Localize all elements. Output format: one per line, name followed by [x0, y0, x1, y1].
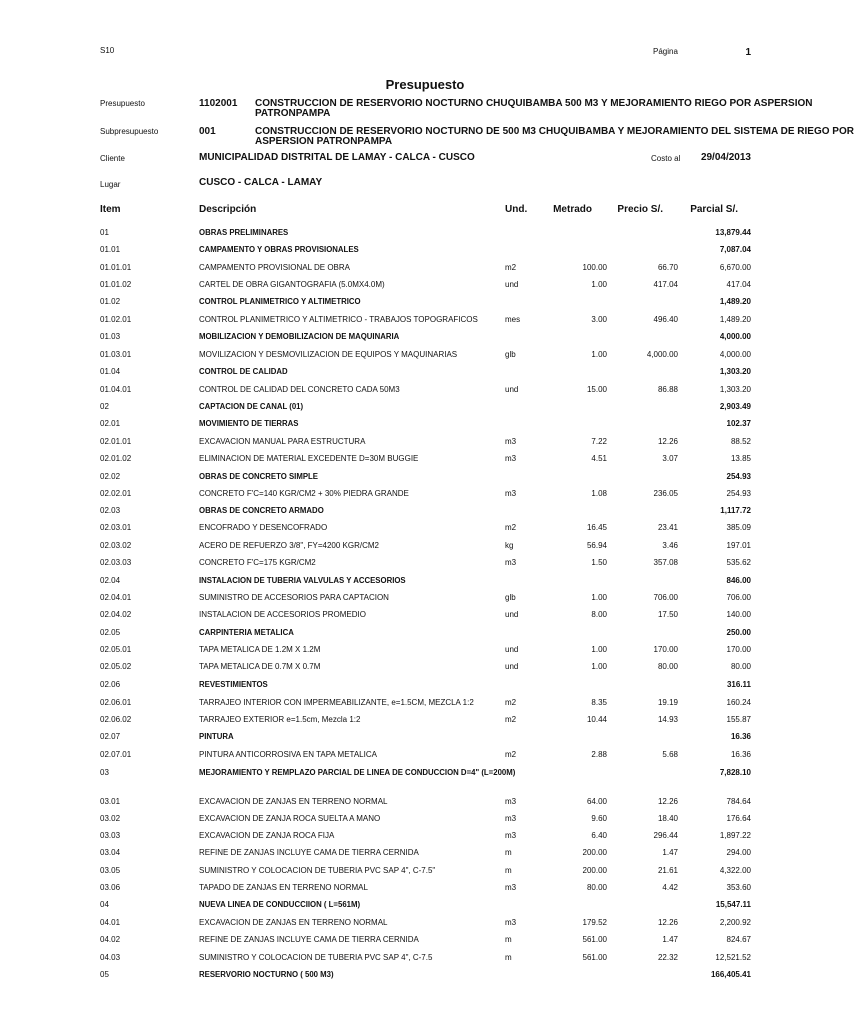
- table-row: [0, 489, 768, 501]
- item-description: EXCAVACION DE ZANJA ROCA FIJA: [199, 831, 335, 840]
- item-code: 01.03.01: [100, 350, 132, 359]
- table-row: [0, 866, 768, 878]
- item-metrado: 1.00: [591, 593, 607, 602]
- item-parcial: 4,000.00: [719, 350, 751, 359]
- item-code: 01.02: [100, 297, 121, 306]
- table-row: [0, 402, 768, 414]
- lugar-label: Lugar: [100, 180, 121, 189]
- item-unit: m: [505, 866, 512, 875]
- column-header-descripcion: Descripción: [199, 204, 257, 215]
- table-row: [0, 315, 768, 327]
- subpresupuesto-description-line1: CONSTRUCCION DE RESERVORIO NOCTURNO DE 500 M3 CHUQUIBAMBA Y MEJORAMIENTO DEL SISTEMA DE RIEGO POR: [255, 126, 854, 137]
- item-description: PINTURA ANTICORROSIVA EN TAPA METALICA: [199, 750, 377, 759]
- item-unit: m3: [505, 489, 517, 498]
- item-description: MOBILIZACION Y DEMOBILIZACION DE MAQUINARIA: [199, 332, 400, 341]
- item-metrado: 1.00: [591, 280, 607, 289]
- item-parcial: 254.93: [726, 489, 751, 498]
- item-metrado: 64.00: [586, 797, 607, 806]
- item-code: 02.07.01: [100, 750, 132, 759]
- item-unit: m2: [505, 698, 517, 707]
- table-row: [0, 437, 768, 449]
- item-unit: m3: [505, 558, 517, 567]
- item-metrado: 8.00: [591, 610, 607, 619]
- item-description: EXCAVACION DE ZANJAS EN TERRENO NORMAL: [199, 918, 388, 927]
- item-description: CAMPAMENTO PROVISIONAL DE OBRA: [199, 263, 350, 272]
- item-code: 02.03.03: [100, 558, 132, 567]
- item-code: 02.03.02: [100, 541, 132, 550]
- item-metrado: 15.00: [586, 385, 607, 394]
- item-precio: 3.07: [662, 454, 678, 463]
- item-code: 02.01: [100, 419, 121, 428]
- item-precio: 236.05: [653, 489, 678, 498]
- item-description: CARPINTERIA METALICA: [199, 628, 294, 637]
- item-code: 02.06.02: [100, 715, 132, 724]
- table-row: [0, 628, 768, 640]
- item-description: INSTALACION DE ACCESORIOS PROMEDIO: [199, 610, 366, 619]
- column-header-und: Und.: [505, 204, 528, 215]
- item-metrado: 1.00: [591, 645, 607, 654]
- presupuesto-label: Presupuesto: [100, 99, 145, 108]
- item-unit: m3: [505, 831, 517, 840]
- item-metrado: 9.60: [591, 814, 607, 823]
- table-row: [0, 918, 768, 930]
- item-precio: 357.08: [653, 558, 678, 567]
- item-code: 01.03: [100, 332, 121, 341]
- item-code: 05: [100, 970, 109, 979]
- item-description: SUMINISTRO Y COLOCACION DE TUBERIA PVC SAP 4", C-7.5": [199, 866, 436, 875]
- item-description: CONTROL DE CALIDAD: [199, 367, 288, 376]
- item-description: REFINE DE ZANJAS INCLUYE CAMA DE TIERRA CERNIDA: [199, 935, 419, 944]
- item-unit: m: [505, 953, 512, 962]
- item-description: TARRAJEO INTERIOR CON IMPERMEABILIZANTE, e=1.5CM, MEZCLA 1:2: [199, 698, 474, 707]
- item-parcial: 4,000.00: [719, 332, 751, 341]
- item-metrado: 1.50: [591, 558, 607, 567]
- item-precio: 86.88: [657, 385, 678, 394]
- column-header-parcial: Parcial S/.: [690, 204, 738, 215]
- item-unit: und: [505, 662, 519, 671]
- table-row: [0, 245, 768, 257]
- cliente-value: MUNICIPALIDAD DISTRITAL DE LAMAY - CALCA - CUSCO: [199, 152, 475, 163]
- item-parcial: 80.00: [730, 662, 751, 671]
- item-description: EXCAVACION MANUAL PARA ESTRUCTURA: [199, 437, 366, 446]
- table-row: [0, 610, 768, 622]
- item-metrado: 80.00: [586, 883, 607, 892]
- item-precio: 1.47: [662, 935, 678, 944]
- item-code: 01.02.01: [100, 315, 132, 324]
- item-code: 01.01.01: [100, 263, 132, 272]
- table-row: [0, 698, 768, 710]
- item-precio: 706.00: [653, 593, 678, 602]
- item-code: 03.02: [100, 814, 121, 823]
- item-code: 03.03: [100, 831, 121, 840]
- item-parcial: 294.00: [726, 848, 751, 857]
- table-row: [0, 297, 768, 309]
- item-parcial: 385.09: [726, 523, 751, 532]
- table-row: [0, 367, 768, 379]
- table-row: [0, 454, 768, 466]
- table-row: [0, 680, 768, 692]
- table-row: [0, 900, 768, 912]
- item-code: 02: [100, 402, 109, 411]
- item-code: 04.03: [100, 953, 121, 962]
- item-parcial: 417.04: [726, 280, 751, 289]
- item-code: 02.03.01: [100, 523, 132, 532]
- presupuesto-description-line1: CONSTRUCCION DE RESERVORIO NOCTURNO CHUQUIBAMBA 500 M3 Y MEJORAMIENTO RIEGO POR ASPERSION: [255, 98, 813, 109]
- item-parcial: 1,303.20: [719, 367, 751, 376]
- item-code: 02.06: [100, 680, 121, 689]
- table-row: [0, 732, 768, 744]
- item-parcial: 102.37: [726, 419, 751, 428]
- item-code: 02.02.01: [100, 489, 132, 498]
- item-precio: 12.26: [657, 918, 678, 927]
- item-precio: 17.50: [657, 610, 678, 619]
- item-description: MEJORAMIENTO Y REMPLAZO PARCIAL DE LINEA DE CONDUCCION D=4" (L=200M): [199, 768, 516, 777]
- item-unit: m3: [505, 454, 517, 463]
- table-row: [0, 970, 768, 982]
- item-metrado: 16.45: [586, 523, 607, 532]
- table-row: [0, 263, 768, 275]
- item-description: EXCAVACION DE ZANJAS EN TERRENO NORMAL: [199, 797, 388, 806]
- item-parcial: 6,670.00: [719, 263, 751, 272]
- item-parcial: 88.52: [730, 437, 751, 446]
- item-code: 03.05: [100, 866, 121, 875]
- item-description: OBRAS DE CONCRETO ARMADO: [199, 506, 324, 515]
- item-parcial: 254.93: [726, 472, 751, 481]
- subpresupuesto-label: Subpresupuesto: [100, 127, 159, 136]
- item-parcial: 16.36: [730, 750, 751, 759]
- item-code: 03.01: [100, 797, 121, 806]
- item-metrado: 100.00: [582, 263, 607, 272]
- item-code: 02.05: [100, 628, 121, 637]
- item-description: SUMINISTRO DE ACCESORIOS PARA CAPTACION: [199, 593, 389, 602]
- item-precio: 19.19: [657, 698, 678, 707]
- item-code: 02.04: [100, 576, 121, 585]
- page-label: Página: [653, 47, 678, 56]
- item-description: MOVILIZACION Y DESMOVILIZACION DE EQUIPOS Y MAQUINARIAS: [199, 350, 458, 359]
- item-metrado: 2.88: [591, 750, 607, 759]
- item-metrado: 1.00: [591, 350, 607, 359]
- item-code: 02.04.02: [100, 610, 132, 619]
- item-precio: 417.04: [653, 280, 678, 289]
- item-parcial: 846.00: [726, 576, 751, 585]
- item-metrado: 4.51: [591, 454, 607, 463]
- item-code: 01: [100, 228, 109, 237]
- item-parcial: 170.00: [726, 645, 751, 654]
- item-precio: 12.26: [657, 437, 678, 446]
- item-description: REFINE DE ZANJAS INCLUYE CAMA DE TIERRA CERNIDA: [199, 848, 419, 857]
- item-description: INSTALACION DE TUBERIA VALVULAS Y ACCESORIOS: [199, 576, 406, 585]
- item-unit: mes: [505, 315, 521, 324]
- item-parcial: 140.00: [726, 610, 751, 619]
- item-unit: m3: [505, 883, 517, 892]
- item-code: 03.06: [100, 883, 121, 892]
- table-row: [0, 280, 768, 292]
- item-description: CONTROL DE CALIDAD DEL CONCRETO CADA 50M3: [199, 385, 400, 394]
- item-metrado: 8.35: [591, 698, 607, 707]
- item-metrado: 1.00: [591, 662, 607, 671]
- item-description: OBRAS DE CONCRETO SIMPLE: [199, 472, 318, 481]
- item-precio: 12.26: [657, 797, 678, 806]
- item-code: 02.01.01: [100, 437, 132, 446]
- table-row: [0, 750, 768, 762]
- item-parcial: 784.64: [726, 797, 751, 806]
- item-description: OBRAS PRELIMINARES: [199, 228, 289, 237]
- item-precio: 170.00: [653, 645, 678, 654]
- item-parcial: 1,897.22: [719, 831, 751, 840]
- table-row: [0, 953, 768, 965]
- item-unit: m: [505, 935, 512, 944]
- item-precio: 1.47: [662, 848, 678, 857]
- item-parcial: 824.67: [726, 935, 751, 944]
- item-description: CAPTACION DE CANAL (01): [199, 402, 304, 411]
- item-code: 02.06.01: [100, 698, 132, 707]
- item-description: CAMPAMENTO Y OBRAS PROVISIONALES: [199, 245, 359, 254]
- item-description: TAPADO DE ZANJAS EN TERRENO NORMAL: [199, 883, 368, 892]
- item-unit: m3: [505, 437, 517, 446]
- item-code: 01.01: [100, 245, 121, 254]
- item-metrado: 10.44: [586, 715, 607, 724]
- report-code: S10: [100, 46, 115, 55]
- item-description: ENCOFRADO Y DESENCOFRADO: [199, 523, 328, 532]
- item-precio: 66.70: [657, 263, 678, 272]
- table-row: [0, 645, 768, 657]
- item-precio: 296.44: [653, 831, 678, 840]
- item-parcial: 316.11: [726, 680, 751, 689]
- item-parcial: 13.85: [730, 454, 751, 463]
- item-parcial: 7,828.10: [719, 768, 751, 777]
- item-parcial: 2,200.92: [719, 918, 751, 927]
- table-row: [0, 558, 768, 570]
- table-row: [0, 848, 768, 860]
- item-description: CONCRETO F'C=175 KGR/CM2: [199, 558, 316, 567]
- item-unit: m: [505, 848, 512, 857]
- item-unit: glb: [505, 350, 516, 359]
- item-unit: m2: [505, 263, 517, 272]
- item-description: PINTURA: [199, 732, 234, 741]
- item-parcial: 353.60: [726, 883, 751, 892]
- table-row: [0, 662, 768, 674]
- item-parcial: 197.01: [726, 541, 751, 550]
- costo-label: Costo al: [651, 154, 681, 163]
- table-row: [0, 472, 768, 484]
- item-description: CONTROL PLANIMETRICO Y ALTIMETRICO: [199, 297, 361, 306]
- item-parcial: 1,489.20: [719, 297, 751, 306]
- item-parcial: 1,117.72: [720, 506, 751, 515]
- item-code: 04.01: [100, 918, 121, 927]
- item-unit: m2: [505, 523, 517, 532]
- item-description: ACERO DE REFUERZO 3/8", FY=4200 KGR/CM2: [199, 541, 379, 550]
- item-parcial: 535.62: [726, 558, 751, 567]
- item-unit: glb: [505, 593, 516, 602]
- item-parcial: 7,087.04: [719, 245, 751, 254]
- item-metrado: 561.00: [582, 935, 607, 944]
- item-parcial: 706.00: [726, 593, 751, 602]
- item-description: CONTROL PLANIMETRICO Y ALTIMETRICO - TRABAJOS TOPOGRAFICOS: [199, 315, 478, 324]
- item-description: TAPA METALICA DE 1.2M X 1.2M: [199, 645, 321, 654]
- item-code: 03.04: [100, 848, 121, 857]
- column-header-metrado: Metrado: [553, 204, 592, 215]
- item-description: ELIMINACION DE MATERIAL EXCEDENTE D=30M BUGGIE: [199, 454, 419, 463]
- item-code: 04: [100, 900, 109, 909]
- item-unit: m3: [505, 814, 517, 823]
- table-row: [0, 228, 768, 240]
- item-precio: 5.68: [662, 750, 678, 759]
- item-code: 02.05.02: [100, 662, 132, 671]
- item-code: 02.05.01: [100, 645, 132, 654]
- item-precio: 18.40: [657, 814, 678, 823]
- table-row: [0, 768, 768, 780]
- column-header-item: Item: [100, 204, 121, 215]
- item-precio: 21.61: [657, 866, 678, 875]
- item-metrado: 561.00: [582, 953, 607, 962]
- item-parcial: 1,303.20: [719, 385, 751, 394]
- item-unit: und: [505, 385, 519, 394]
- presupuesto-description-line2: PATRONPAMPA: [255, 108, 331, 119]
- item-description: MOVIMIENTO DE TIERRAS: [199, 419, 299, 428]
- item-parcial: 16.36: [730, 732, 751, 741]
- item-parcial: 1,489.20: [719, 315, 751, 324]
- item-precio: 496.40: [653, 315, 678, 324]
- item-unit: m3: [505, 918, 517, 927]
- item-parcial: 176.64: [726, 814, 751, 823]
- item-parcial: 166,405.41: [710, 970, 751, 979]
- item-unit: und: [505, 610, 519, 619]
- item-parcial: 2,903.49: [719, 402, 751, 411]
- table-row: [0, 541, 768, 553]
- item-code: 03: [100, 768, 109, 777]
- table-row: [0, 523, 768, 535]
- page-title: Presupuesto: [385, 77, 465, 92]
- item-parcial: 12,521.52: [715, 953, 751, 962]
- table-row: [0, 935, 768, 947]
- presupuesto-code: 1102001: [199, 98, 238, 109]
- item-unit: und: [505, 645, 519, 654]
- item-metrado: 1.08: [591, 489, 607, 498]
- table-row: [0, 419, 768, 431]
- item-code: 02.04.01: [100, 593, 132, 602]
- item-metrado: 6.40: [591, 831, 607, 840]
- item-code: 01.04.01: [100, 385, 132, 394]
- subpresupuesto-description-line2: ASPERSION PATRONPAMPA: [255, 136, 393, 147]
- item-description: EXCAVACION DE ZANJA ROCA SUELTA A MANO: [199, 814, 381, 823]
- item-precio: 80.00: [657, 662, 678, 671]
- costo-date: 29/04/2013: [700, 152, 751, 163]
- page-number: 1: [745, 47, 751, 58]
- item-parcial: 160.24: [726, 698, 751, 707]
- item-metrado: 3.00: [591, 315, 607, 324]
- item-unit: kg: [505, 541, 514, 550]
- table-row: [0, 797, 768, 809]
- item-code: 02.02: [100, 472, 121, 481]
- item-description: TARRAJEO EXTERIOR e=1.5cm, Mezcla 1:2: [199, 715, 361, 724]
- item-precio: 4.42: [662, 883, 678, 892]
- item-unit: und: [505, 280, 519, 289]
- subpresupuesto-code: 001: [199, 126, 216, 137]
- table-row: [0, 332, 768, 344]
- item-code: 02.03: [100, 506, 121, 515]
- item-description: CONCRETO F'C=140 KGR/CM2 + 30% PIEDRA GRANDE: [199, 489, 409, 498]
- item-description: SUMINISTRO Y COLOCACION DE TUBERIA PVC SAP 4", C-7.5: [199, 953, 433, 962]
- item-parcial: 155.87: [726, 715, 751, 724]
- item-metrado: 7.22: [591, 437, 607, 446]
- item-parcial: 4,322.00: [719, 866, 751, 875]
- item-metrado: 56.94: [586, 541, 607, 550]
- item-precio: 3.46: [662, 541, 678, 550]
- item-metrado: 200.00: [582, 866, 607, 875]
- table-row: [0, 385, 768, 397]
- item-unit: m2: [505, 750, 517, 759]
- table-row: [0, 715, 768, 727]
- item-unit: m2: [505, 715, 517, 724]
- item-precio: 4,000.00: [646, 350, 678, 359]
- table-row: [0, 506, 768, 518]
- item-precio: 22.32: [657, 953, 678, 962]
- item-description: REVESTIMIENTOS: [199, 680, 268, 689]
- table-row: [0, 576, 768, 588]
- table-row: [0, 831, 768, 843]
- column-header-precio: Precio S/.: [617, 204, 663, 215]
- item-precio: 14.93: [657, 715, 678, 724]
- cliente-label: Cliente: [100, 154, 125, 163]
- item-code: 04.02: [100, 935, 121, 944]
- item-metrado: 200.00: [582, 848, 607, 857]
- item-description: NUEVA LINEA DE CONDUCCIION ( L=561M): [199, 900, 361, 909]
- item-description: TAPA METALICA DE 0.7M X 0.7M: [199, 662, 321, 671]
- item-code: 02.01.02: [100, 454, 132, 463]
- item-precio: 23.41: [657, 523, 678, 532]
- item-unit: m3: [505, 797, 517, 806]
- item-metrado: 179.52: [582, 918, 607, 927]
- table-row: [0, 593, 768, 605]
- item-code: 02.07: [100, 732, 121, 741]
- item-parcial: 13,879.44: [715, 228, 751, 237]
- item-parcial: 250.00: [726, 628, 751, 637]
- lugar-value: CUSCO - CALCA - LAMAY: [199, 177, 323, 188]
- item-parcial: 15,547.11: [715, 900, 751, 909]
- item-code: 01.01.02: [100, 280, 132, 289]
- item-description: RESERVORIO NOCTURNO ( 500 M3): [199, 970, 334, 979]
- table-row: [0, 883, 768, 895]
- table-row: [0, 814, 768, 826]
- item-description: CARTEL DE OBRA GIGANTOGRAFIA (5.0MX4.0M): [199, 280, 385, 289]
- table-row: [0, 350, 768, 362]
- item-code: 01.04: [100, 367, 121, 376]
